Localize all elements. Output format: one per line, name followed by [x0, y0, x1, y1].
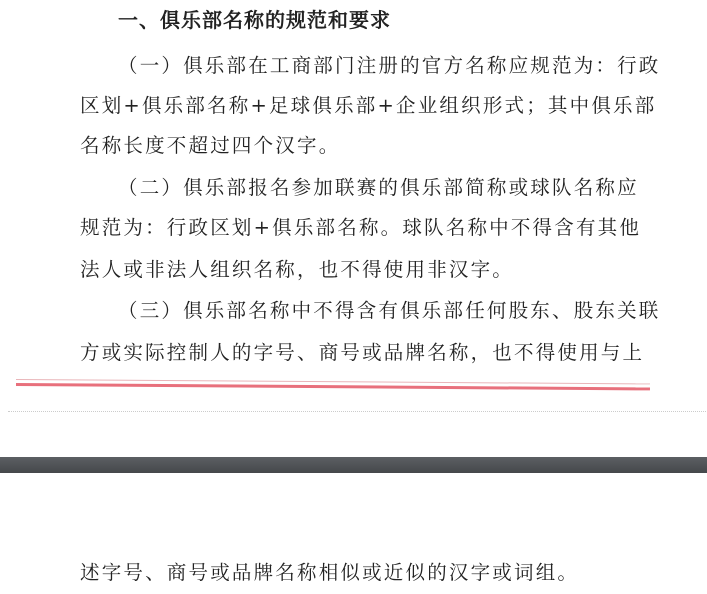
paragraph-line: 述字号、商号或品牌名称相似或近似的汉字或词组。	[80, 561, 580, 584]
paragraph-line: 法人或非法人组织名称，也不得使用非汉字。	[80, 258, 515, 281]
paragraph-line: （二）俱乐部报名参加联赛的俱乐部简称或球队名称应	[118, 176, 639, 199]
paragraph-line: 方或实际控制人的字号、商号或品牌名称，也不得使用与上	[80, 341, 645, 364]
document-page-2	[0, 473, 707, 594]
paragraph-line: （一）俱乐部在工商部门注册的官方名称应规范为：行政	[118, 54, 661, 77]
red-underline	[16, 383, 650, 390]
page-separator	[0, 457, 707, 473]
dotted-divider	[8, 411, 707, 413]
paragraph-line: 规范为：行政区划+俱乐部名称。球队名称中不得含有其他	[80, 216, 642, 239]
section-heading: 一、俱乐部名称的规范和要求	[118, 8, 391, 32]
paragraph-line: 名称长度不超过四个汉字。	[80, 134, 341, 157]
paragraph-line: （三）俱乐部名称中不得含有俱乐部任何股东、股东关联	[118, 299, 661, 322]
paragraph-line: 区划+俱乐部名称+足球俱乐部+企业组织形式；其中俱乐部	[80, 94, 657, 117]
